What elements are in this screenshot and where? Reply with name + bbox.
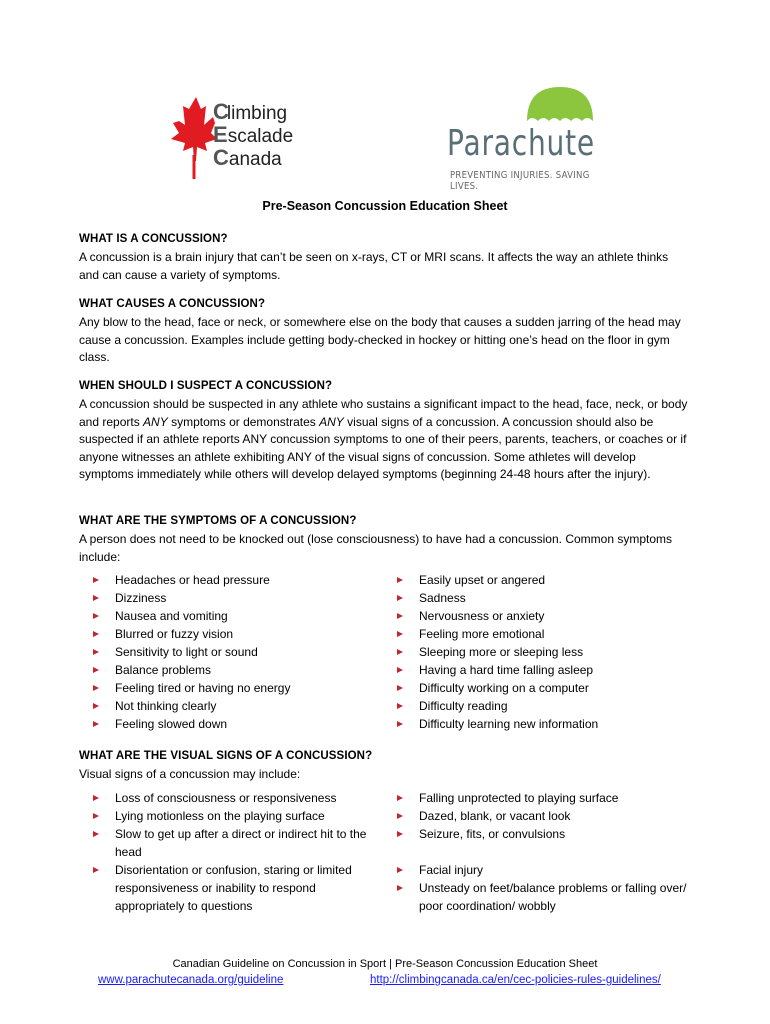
bullet-icon [397,667,403,673]
cec-line2-text: scalade [227,126,294,147]
list-item [89,807,389,825]
cec-logo [165,95,295,180]
list-item [393,643,693,661]
footer-link-parachute[interactable]: www.parachutecanada.org/guideline [98,974,284,986]
bullet-icon [397,685,403,691]
maple-leaf-icon [165,95,217,179]
symptoms-list-right [393,571,693,733]
list-item-text: Sadness [419,591,466,605]
visual-signs-list-right-top [393,789,693,843]
list-item-text: Sensitivity to light or sound [115,645,258,659]
section-heading-symptoms: WHAT ARE THE SYMPTOMS OF A CONCUSSION? [79,515,357,527]
list-item-text: Dazed, blank, or vacant look [419,809,571,823]
list-item-text: Loss of consciousness or responsiveness [115,791,337,805]
bullet-icon [93,831,99,837]
list-item [393,715,693,733]
bullet-icon [93,649,99,655]
list-item [89,789,389,807]
list-item [393,807,693,825]
visual-signs-list-right-bottom [393,861,693,915]
list-item [393,789,693,807]
list-item-text: Seizure, fits, or convulsions [419,827,566,841]
parachute-logo [447,85,607,192]
bullet-icon [397,577,403,583]
list-item-text: Easily upset or angered [419,573,546,587]
cec-initial-c2: C [213,145,229,170]
section-body-causes: Any blow to the head, face or neck, or somewhere else on the body that causes a sudden jarring of the head may cause a concussion. Examples include getting body-checked in hockey or hitting one’s head on the floor in gym class. [79,315,681,365]
list-item-text: Not thinking clearly [115,699,217,713]
bullet-icon [93,813,99,819]
bullet-icon [93,667,99,673]
section-heading-suspect: WHEN SHOULD I SUSPECT A CONCUSSION? [79,380,333,392]
section-body-what-is: A concussion is a brain injury that can’t be seen on x-rays, CT or MRI scans. It affects the way an athlete thinks and can cause a variety of symptoms. [79,250,669,282]
document-title: Pre-Season Concussion Education Sheet [262,199,508,213]
suspect-text-a: A concussion should be suspected in any athlete who sustains a significant impact to the head, face, neck, or body and reports [79,397,688,429]
bullet-icon [93,703,99,709]
list-item-text: Unsteady on feet/balance problems or falling over/ poor coordination/ wobbly [419,881,687,913]
list-item [393,679,693,697]
cec-line1-text: limbing [226,103,288,124]
list-item-text: Feeling more emotional [419,627,545,641]
section-body-visual-signs: Visual signs of a concussion may include: [79,767,301,781]
bullet-icon [397,595,403,601]
list-item [393,697,693,715]
list-item [393,825,693,843]
list-item [89,607,379,625]
visual-signs-list-left [89,789,389,915]
section-heading-what-is: WHAT IS A CONCUSSION? [79,233,228,245]
cec-line3-text: anada [228,149,282,170]
cec-initial-c: C [213,99,229,124]
list-item [393,607,693,625]
list-item [89,571,379,589]
footer-link-climbing-canada[interactable]: http://climbingcanada.ca/en/cec-policies-rules-guidelines/ [370,974,661,986]
list-item [89,697,379,715]
footer-caption: Canadian Guideline on Concussion in Sport | Pre-Season Concussion Education Sheet [172,958,598,970]
list-item [393,571,693,589]
bullet-icon [93,577,99,583]
parachute-canopy-icon [525,85,595,125]
list-item [89,625,379,643]
suspect-text-b: symptoms or demonstrates [167,414,320,429]
list-item [89,715,379,733]
list-item-text: Sleeping more or sleeping less [419,645,584,659]
list-item-text: Balance problems [115,663,212,677]
suspect-emphasis-1: ANY [143,414,168,429]
cec-initial-e: E [213,122,228,147]
list-item-text: Disorientation or confusion, staring or limited responsiveness or inability to respond appropriately to questions [115,863,352,913]
list-item-text: Difficulty reading [419,699,508,713]
bullet-icon [93,795,99,801]
parachute-name: Parachute [447,123,595,164]
symptoms-list-left [89,571,379,733]
bullet-icon [397,867,403,873]
list-item [89,679,379,697]
list-item [393,589,693,607]
list-item [89,861,383,915]
bullet-icon [397,649,403,655]
bullet-icon [397,721,403,727]
list-item-text: Feeling slowed down [115,717,228,731]
list-item-text: Feeling tired or having no energy [115,681,291,695]
section-heading-causes: WHAT CAUSES A CONCUSSION? [79,298,266,310]
section-heading-visual-signs: WHAT ARE THE VISUAL SIGNS OF A CONCUSSION? [79,750,373,762]
list-item-text: Falling unprotected to playing surface [419,791,619,805]
suspect-text-c: visual signs of a concussion. A concussion should also be suspected if an athlete reports ANY concussion symptoms to one of their peers, parents, teachers, or coaches or if anyone witnesses an athlete exhibiting ANY of the visual signs of concussion. Some athletes will develop symptoms immediately while others will develop delayed symptoms (beginning 24-48 hours after the injury). [79,414,687,482]
list-item-text: Facial injury [419,863,484,877]
list-item [393,861,693,879]
list-item [89,643,379,661]
bullet-icon [397,703,403,709]
bullet-icon [93,631,99,637]
bullet-icon [397,831,403,837]
list-item [393,625,693,643]
list-item-text: Lying motionless on the playing surface [115,809,325,823]
bullet-icon [93,685,99,691]
list-item-text: Blurred or fuzzy vision [115,627,234,641]
bullet-icon [93,721,99,727]
suspect-emphasis-2: ANY [319,414,344,429]
bullet-icon [397,795,403,801]
list-item-text: Dizziness [115,591,167,605]
bullet-icon [397,613,403,619]
list-item [89,589,379,607]
bullet-icon [93,595,99,601]
list-item-text: Nausea and vomiting [115,609,228,623]
bullet-icon [397,631,403,637]
bullet-icon [397,813,403,819]
list-item-text: Headaches or head pressure [115,573,270,587]
list-item [393,879,709,915]
list-item-text: Having a hard time falling asleep [419,663,594,677]
bullet-icon [93,613,99,619]
list-item-text: Difficulty working on a computer [419,681,589,695]
list-item-text: Difficulty learning new information [419,717,599,731]
bullet-icon [397,885,403,891]
parachute-tagline: PREVENTING INJURIES. SAVING LIVES. [450,170,590,192]
bullet-icon [93,867,99,873]
list-item-text: Slow to get up after a direct or indirect hit to the head [115,827,367,859]
list-item [89,661,379,679]
section-body-symptoms: A person does not need to be knocked out (lose consciousness) to have had a concussion. Common symptoms include: [79,532,673,564]
list-item-text: Nervousness or anxiety [419,609,545,623]
section-body-suspect [79,396,691,484]
list-item [89,825,377,861]
list-item [393,661,693,679]
